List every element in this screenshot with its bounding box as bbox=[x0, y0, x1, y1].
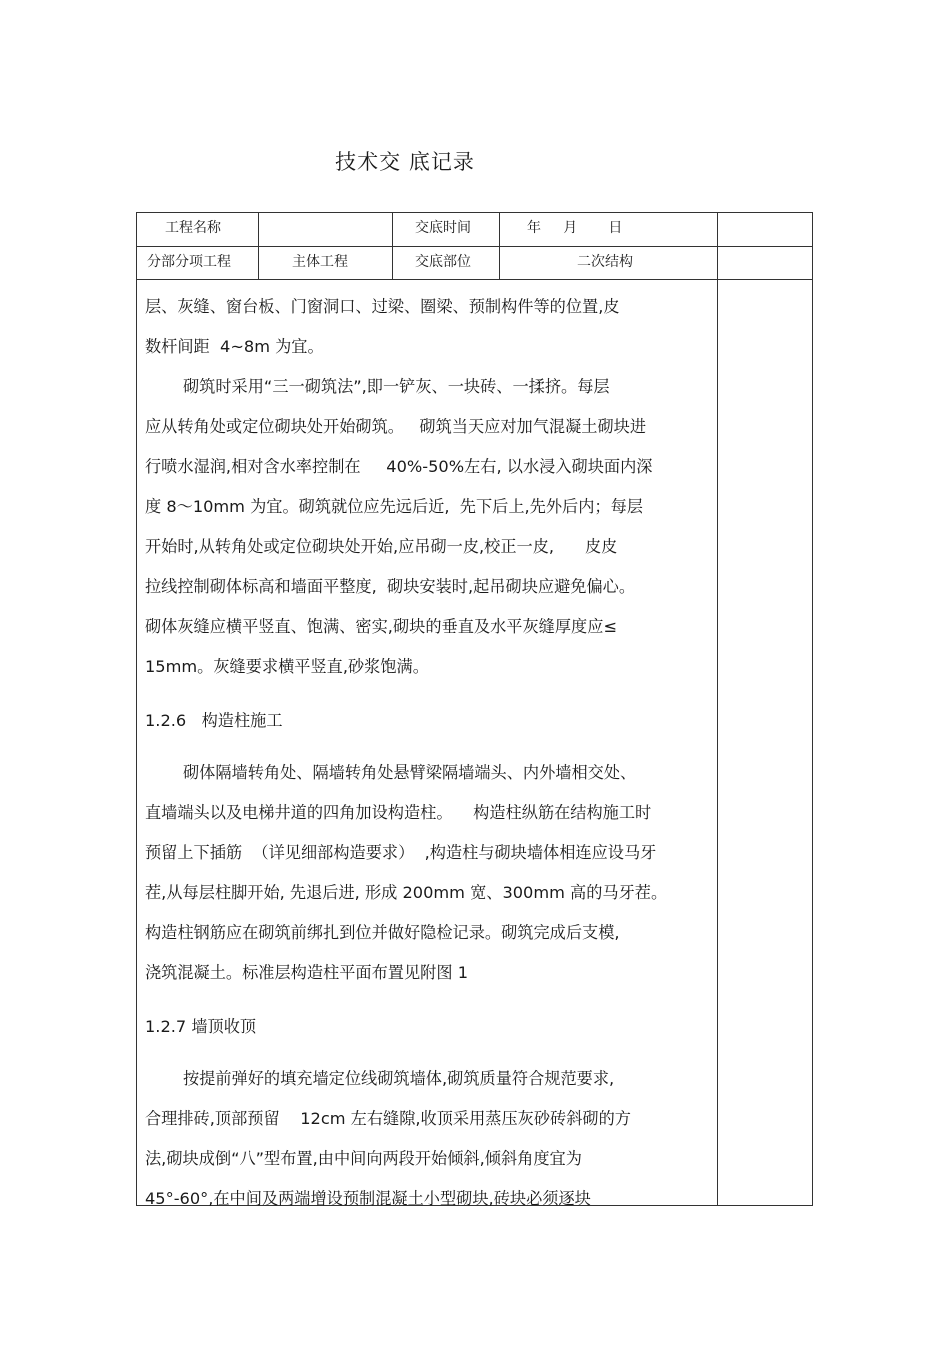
page-title: 技术交 底记录 bbox=[335, 150, 475, 174]
text-line: 数杆间距 4~8m 为宜。 bbox=[145, 337, 324, 356]
subproject-label: 分部分项工程 bbox=[147, 254, 231, 270]
handover-part-value: 二次结构 bbox=[577, 254, 633, 270]
text-line: 15mm。灰缝要求横平竖直,砂浆饱满。 bbox=[145, 657, 429, 676]
subproject-value: 主体工程 bbox=[292, 254, 348, 270]
text-line: 行喷水湿润,相对含水率控制在 40%-50%左右, 以水浸入砌块面内深 bbox=[145, 457, 653, 476]
text-line: 应从转角处或定位砌块处开始砌筑。 砌筑当天应对加气混凝土砌块进 bbox=[145, 417, 647, 436]
handover-time-label: 交底时间 bbox=[415, 220, 471, 236]
text-line: 砌筑时采用“三一砌筑法”,即一铲灰、一块砖、一揉挤。每层 bbox=[183, 377, 610, 396]
text-line: 按提前弹好的填充墙定位线砌筑墙体,砌筑质量符合规范要求, bbox=[183, 1069, 615, 1088]
row-divider bbox=[137, 246, 812, 247]
handover-date-value: 年 月 日 bbox=[527, 220, 623, 236]
project-name-label: 工程名称 bbox=[165, 220, 221, 236]
handover-part-label: 交底部位 bbox=[415, 254, 471, 270]
handover-record-table bbox=[136, 212, 813, 1206]
text-line: 构造柱钢筋应在砌筑前绑扎到位并做好隐检记录。砌筑完成后支模, bbox=[145, 923, 620, 942]
text-line: 开始时,从转角处或定位砌块处开始,应吊砌一皮,校正一皮, 皮皮 bbox=[145, 537, 618, 556]
text-line: 浇筑混凝土。标准层构造柱平面布置见附图 1 bbox=[145, 963, 469, 982]
text-line: 合理排砖,顶部预留 12cm 左右缝隙,收顶采用蒸压灰砂砖斜砌的方 bbox=[145, 1109, 631, 1128]
col-divider bbox=[258, 213, 259, 279]
text-line: 预留上下插筋 （详见细部构造要求） ,构造柱与砌块墙体相连应设马牙 bbox=[145, 843, 657, 862]
col-divider bbox=[392, 213, 393, 279]
text-line: 茬,从每层柱脚开始, 先退后进, 形成 200mm 宽、300mm 高的马牙茬。 bbox=[145, 883, 668, 902]
col-divider bbox=[499, 213, 500, 279]
text-line: 45°-60°,在中间及两端增设预制混凝土小型砌块,砖块必须逐块 bbox=[145, 1189, 591, 1208]
row-divider bbox=[137, 279, 812, 280]
text-line: 法,砌块成倒“八”型布置,由中间向两段开始倾斜,倾斜角度宜为 bbox=[145, 1149, 582, 1168]
text-line: 拉线控制砌体标高和墙面平整度, 砌块安装时,起吊砌块应避免偏心。 bbox=[145, 577, 636, 596]
text-line: 层、灰缝、窗台板、门窗洞口、过梁、圈梁、预制构件等的位置,皮 bbox=[145, 297, 620, 316]
text-line: 直墙端头以及电梯井道的四角加设构造柱。 构造柱纵筋在结构施工时 bbox=[145, 803, 652, 822]
text-line: 砌体隔墙转角处、隔墙转角处悬臂梁隔墙端头、内外墙相交处、 bbox=[183, 763, 637, 782]
section-heading: 1.2.6 构造柱施工 bbox=[145, 711, 283, 730]
col-divider bbox=[717, 213, 718, 1205]
text-line: 度 8～10mm 为宜。砌筑就位应先远后近, 先下后上,先外后内；每层 bbox=[145, 497, 643, 516]
section-heading: 1.2.7 墙顶收顶 bbox=[145, 1017, 257, 1036]
text-line: 砌体灰缝应横平竖直、饱满、密实,砌块的垂直及水平灰缝厚度应≤ bbox=[145, 617, 617, 636]
